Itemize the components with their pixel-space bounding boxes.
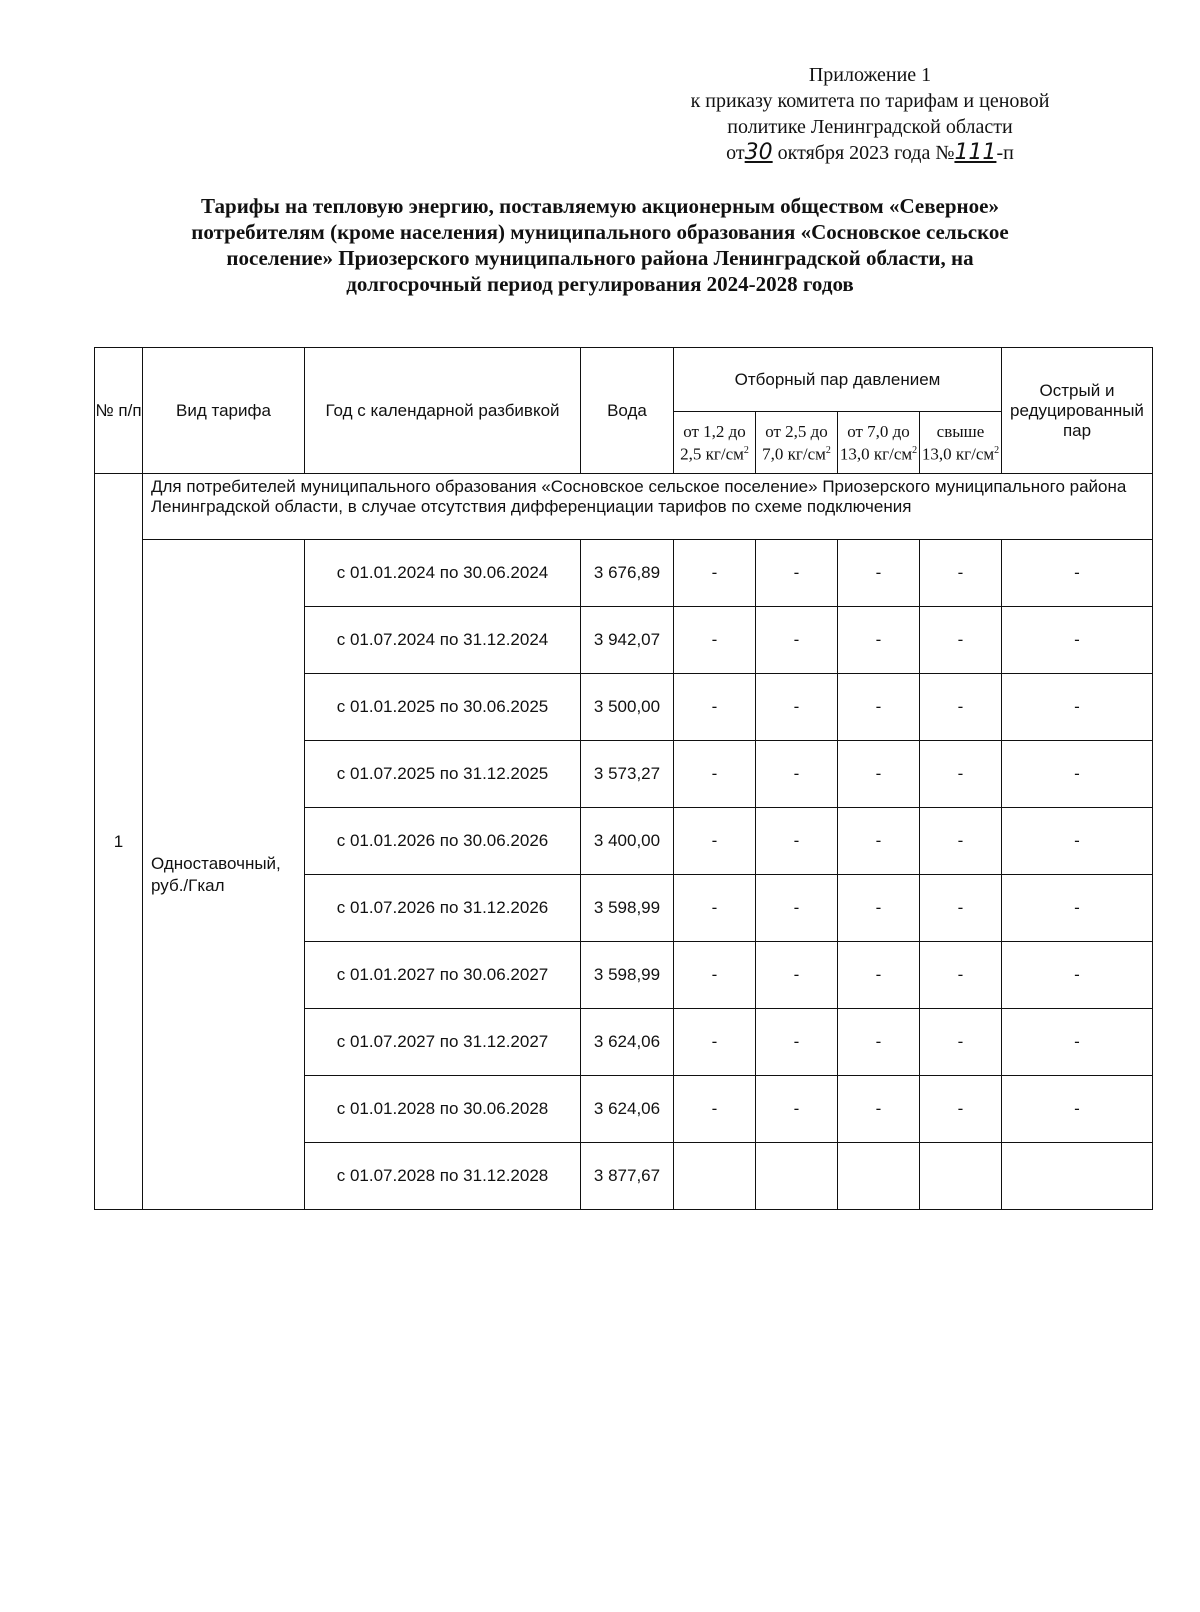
- water-cell: 3 598,99: [581, 942, 674, 1009]
- sharp-steam-cell: -: [1002, 1009, 1153, 1076]
- tariff-type-cell: Одноставочный, руб./Гкал: [143, 540, 305, 1210]
- water-cell: 3 573,27: [581, 741, 674, 808]
- header-pressure-4: свыше 13,0 $кг/см^2$: [920, 412, 1002, 474]
- steam-pressure-cell: -: [756, 942, 838, 1009]
- steam-pressure-cell: -: [756, 540, 838, 607]
- header-pressure-2: от 2,5 до 7,0 $кг/см^2$: [756, 412, 838, 474]
- header-pressure-1: от 1,2 до 2,5 $кг/см^2$: [674, 412, 756, 474]
- steam-pressure-cell: [674, 1143, 756, 1210]
- steam-pressure-cell: -: [756, 1009, 838, 1076]
- sharp-steam-cell: -: [1002, 808, 1153, 875]
- steam-pressure-cell: -: [674, 942, 756, 1009]
- steam-pressure-cell: -: [674, 808, 756, 875]
- steam-pressure-cell: -: [674, 607, 756, 674]
- appendix-order-line: к приказу комитета по тарифам и ценовой: [690, 90, 1050, 112]
- steam-pressure-cell: -: [756, 875, 838, 942]
- header-steam-group: Отборный пар давлением: [674, 348, 1002, 412]
- period-cell: с 01.01.2025 по 30.06.2025: [305, 674, 581, 741]
- steam-pressure-cell: -: [674, 1009, 756, 1076]
- title-line-4: долгосрочный период регулирования 2024-2028 годов: [346, 272, 854, 296]
- steam-pressure-cell: -: [838, 942, 920, 1009]
- water-cell: 3 676,89: [581, 540, 674, 607]
- sharp-steam-cell: -: [1002, 875, 1153, 942]
- steam-pressure-cell: -: [920, 540, 1002, 607]
- steam-pressure-cell: [756, 1143, 838, 1210]
- handwritten-number: 111: [954, 140, 997, 165]
- header-number: № п/п: [95, 348, 143, 474]
- steam-pressure-cell: -: [838, 1076, 920, 1143]
- sharp-steam-cell: -: [1002, 1076, 1153, 1143]
- steam-pressure-cell: -: [674, 875, 756, 942]
- period-cell: с 01.07.2026 по 31.12.2026: [305, 875, 581, 942]
- section-description: Для потребителей муниципального образования «Сосновское сельское поселение» Приозерского муниципального района Ленинградской области, в случае отсутствия дифференциации тарифов по схеме подключения: [143, 474, 1153, 540]
- steam-pressure-cell: -: [838, 540, 920, 607]
- sharp-steam-cell: -: [1002, 540, 1153, 607]
- water-cell: 3 877,67: [581, 1143, 674, 1210]
- period-cell: с 01.01.2028 по 30.06.2028: [305, 1076, 581, 1143]
- header-year: Год с календарной разбивкой: [305, 348, 581, 474]
- header-pressure-3: от 7,0 до 13,0 $кг/см^2$: [838, 412, 920, 474]
- period-cell: с 01.01.2024 по 30.06.2024: [305, 540, 581, 607]
- water-cell: 3 624,06: [581, 1076, 674, 1143]
- header-water: Вода: [581, 348, 674, 474]
- steam-pressure-cell: -: [674, 540, 756, 607]
- appendix-committee-line: политике Ленинградской области: [727, 116, 1013, 138]
- steam-pressure-cell: -: [920, 875, 1002, 942]
- water-cell: 3 500,00: [581, 674, 674, 741]
- steam-pressure-cell: -: [920, 942, 1002, 1009]
- sharp-steam-cell: -: [1002, 674, 1153, 741]
- sharp-steam-cell: [1002, 1143, 1153, 1210]
- document-title: [110, 193, 1090, 297]
- steam-pressure-cell: -: [838, 674, 920, 741]
- period-cell: с 01.01.2027 по 30.06.2027: [305, 942, 581, 1009]
- handwritten-day: 30: [744, 140, 773, 165]
- steam-pressure-cell: -: [756, 808, 838, 875]
- period-cell: с 01.07.2024 по 31.12.2024: [305, 607, 581, 674]
- sharp-steam-cell: -: [1002, 741, 1153, 808]
- header-tariff-type: Вид тарифа: [143, 348, 305, 474]
- appendix-header: [640, 62, 1100, 166]
- steam-pressure-cell: -: [756, 674, 838, 741]
- appendix-date-line: [640, 140, 1100, 166]
- steam-pressure-cell: -: [838, 875, 920, 942]
- order-suffix: -п: [996, 142, 1014, 164]
- steam-pressure-cell: -: [838, 607, 920, 674]
- steam-pressure-cell: -: [920, 741, 1002, 808]
- period-cell: с 01.07.2027 по 31.12.2027: [305, 1009, 581, 1076]
- title-line-1: Тарифы на тепловую энергию, поставляемую акционерным обществом «Северное»: [201, 194, 999, 218]
- steam-pressure-cell: [838, 1143, 920, 1210]
- water-cell: 3 942,07: [581, 607, 674, 674]
- title-line-3: поселение» Приозерского муниципального района Ленинградской области, на: [226, 246, 974, 270]
- appendix-title: Приложение 1: [808, 64, 932, 86]
- steam-pressure-cell: -: [920, 674, 1002, 741]
- steam-pressure-cell: -: [920, 1076, 1002, 1143]
- steam-pressure-cell: -: [674, 674, 756, 741]
- water-cell: 3 400,00: [581, 808, 674, 875]
- water-cell: 3 598,99: [581, 875, 674, 942]
- sharp-steam-cell: -: [1002, 942, 1153, 1009]
- header-sharp-steam: Острый и редуцированный пар: [1002, 348, 1153, 474]
- title-line-2: потребителям (кроме населения) муниципального образования «Сосновское сельское: [191, 220, 1009, 244]
- steam-pressure-cell: -: [838, 808, 920, 875]
- date-middle: октября 2023 года №: [777, 142, 955, 164]
- steam-pressure-cell: -: [674, 741, 756, 808]
- period-cell: с 01.07.2028 по 31.12.2028: [305, 1143, 581, 1210]
- period-cell: с 01.07.2025 по 31.12.2025: [305, 741, 581, 808]
- section-number: 1: [95, 474, 143, 1210]
- steam-pressure-cell: -: [756, 607, 838, 674]
- steam-pressure-cell: -: [838, 741, 920, 808]
- date-prefix: от: [726, 142, 745, 164]
- period-cell: с 01.01.2026 по 30.06.2026: [305, 808, 581, 875]
- table-row: [95, 540, 1153, 607]
- sharp-steam-cell: -: [1002, 607, 1153, 674]
- steam-pressure-cell: -: [920, 1009, 1002, 1076]
- water-cell: 3 624,06: [581, 1009, 674, 1076]
- steam-pressure-cell: -: [756, 741, 838, 808]
- steam-pressure-cell: -: [920, 808, 1002, 875]
- steam-pressure-cell: -: [674, 1076, 756, 1143]
- steam-pressure-cell: -: [920, 607, 1002, 674]
- steam-pressure-cell: -: [756, 1076, 838, 1143]
- tariff-table: [94, 347, 1153, 1210]
- steam-pressure-cell: -: [838, 1009, 920, 1076]
- steam-pressure-cell: [920, 1143, 1002, 1210]
